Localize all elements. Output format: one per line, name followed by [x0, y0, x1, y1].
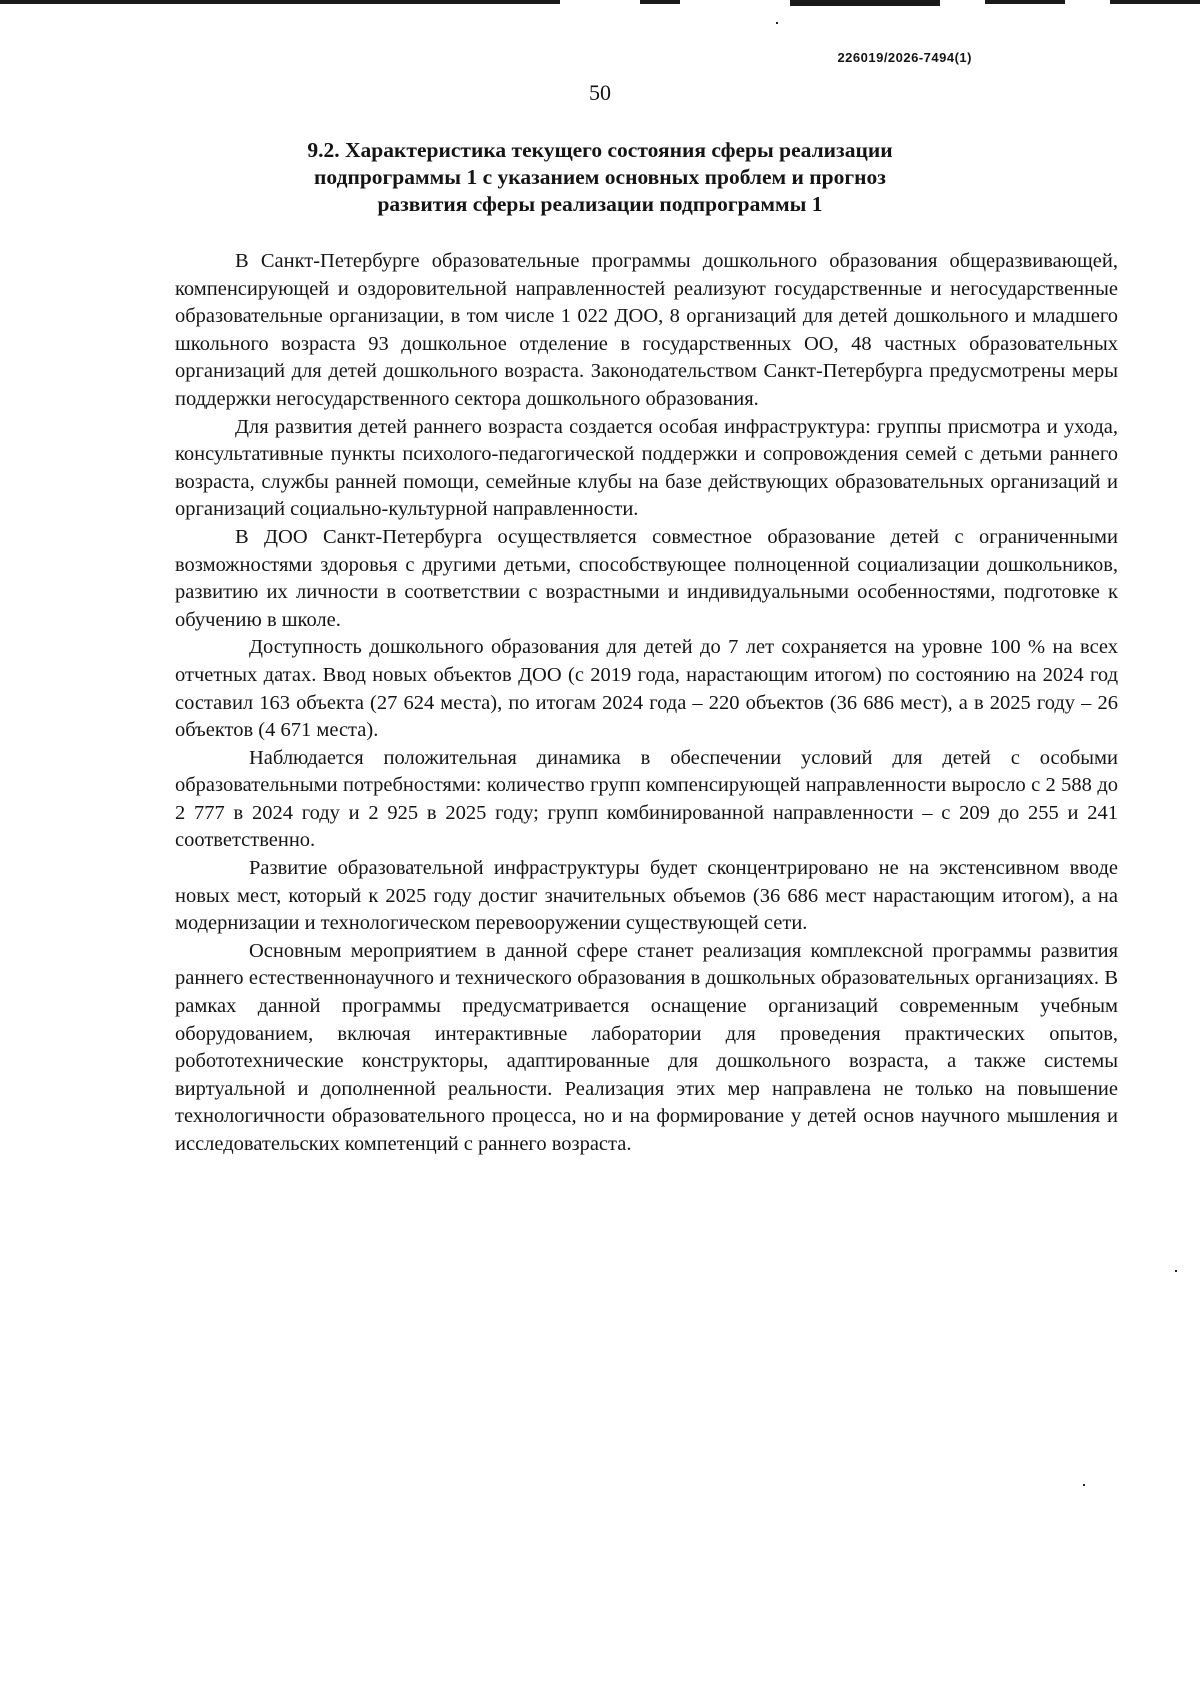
page-number: 50 [589, 80, 611, 105]
paragraph: Доступность дошкольного образования для детей до 7 лет сохраняется на уровне 100 % на всех отчетных датах. Ввод новых объектов ДОО (с 2019 года, нарастающим итогом) по состоянию на 2024 год составил 163 объекта (27 624 места), по итогам 2024 года – 220 объектов (36 686 мест), а в 2025 году – 26 объектов (4 671 места). [175, 636, 1118, 742]
section-heading [250, 137, 950, 218]
paragraph: В Санкт-Петербурге образовательные программы дошкольного образования общеразвивающей, компенсирующей и оздоровительной направленностей реализуют государственные и негосударственные образовательные организации, в том числе 1 022 ДОО, 8 организаций для детей дошкольного и младшего школьного возраста 93 дошкольное отделение в государственных ОО, 48 частных образовательных организаций для детей дошкольного возраста. Законодательством Санкт-Петербурга предусмотрены меры поддержки негосударственного сектора дошкольного образования. [175, 250, 1118, 410]
paragraph: Развитие образовательной инфраструктуры будет сконцентрировано не на экстенсивном вводе новых мест, который к 2025 году достиг значительных объемов (36 686 мест нарастающим итогом), а на модернизации и технологическом перевооружении существующей сети. [175, 857, 1118, 935]
document-body [175, 248, 1118, 1159]
scan-artifact [1110, 0, 1200, 4]
heading-line: подпрограммы 1 с указанием основных проблем и прогноз [314, 165, 886, 189]
scan-artifact [985, 0, 1065, 4]
scan-artifact [790, 0, 940, 6]
scan-artifact [0, 0, 560, 4]
paragraph: Наблюдается положительная динамика в обеспечении условий для детей с особыми образовательными потребностями: количество групп компенсирующей направленности выросло с 2 588 до 2 777 в 2024 году и 2 925 в 2025 году; групп комбинированной направленности – с 209 до 255 и 241 соответственно. [175, 746, 1118, 852]
paragraph: Основным мероприятием в данной сфере станет реализация комплексной программы развития раннего естественнонаучного и технического образования в дошкольных образовательных организациях. В рамках данной программы предусматривается оснащение организаций современным учебным оборудованием, включая интерактивные лаборатории для проведения практических опытов, робототехнические конструкторы, адаптированные для дошкольного возраста, а также системы виртуальной и дополненной реальности. Реализация этих мер направлена не только на повышение технологичности образовательного процесса, но и на формирование у детей основ научного мышления и исследовательских компетенций с раннего возраста. [175, 939, 1118, 1155]
scan-speck [1083, 1484, 1085, 1486]
heading-line: развития сферы реализации подпрограммы 1 [377, 192, 823, 216]
scan-speck [776, 22, 778, 24]
paragraph: В ДОО Санкт-Петербурга осуществляется совместное образование детей с ограниченными возможностями здоровья с другими детьми, способствующее полноценной социализации дошкольников, развитию их личности в соответствии с возрастными и индивидуальными особенностями, подготовке к обучению в школе. [175, 525, 1118, 631]
document-id: 226019/2026-7494(1) [837, 50, 972, 65]
scan-top-edge [0, 0, 1200, 10]
scan-speck [1175, 1270, 1177, 1272]
scan-artifact [640, 0, 680, 4]
heading-line: 9.2. Характеристика текущего состояния сферы реализации [307, 138, 893, 162]
paragraph: Для развития детей раннего возраста создается особая инфраструктура: группы присмотра и ухода, консультативные пункты психолого-педагогической поддержки и сопровождения семей с детьми раннего возраста, службы ранней помощи, семейные клубы на базе действующих образовательных организаций и организаций социально-культурной направленности. [175, 415, 1118, 521]
